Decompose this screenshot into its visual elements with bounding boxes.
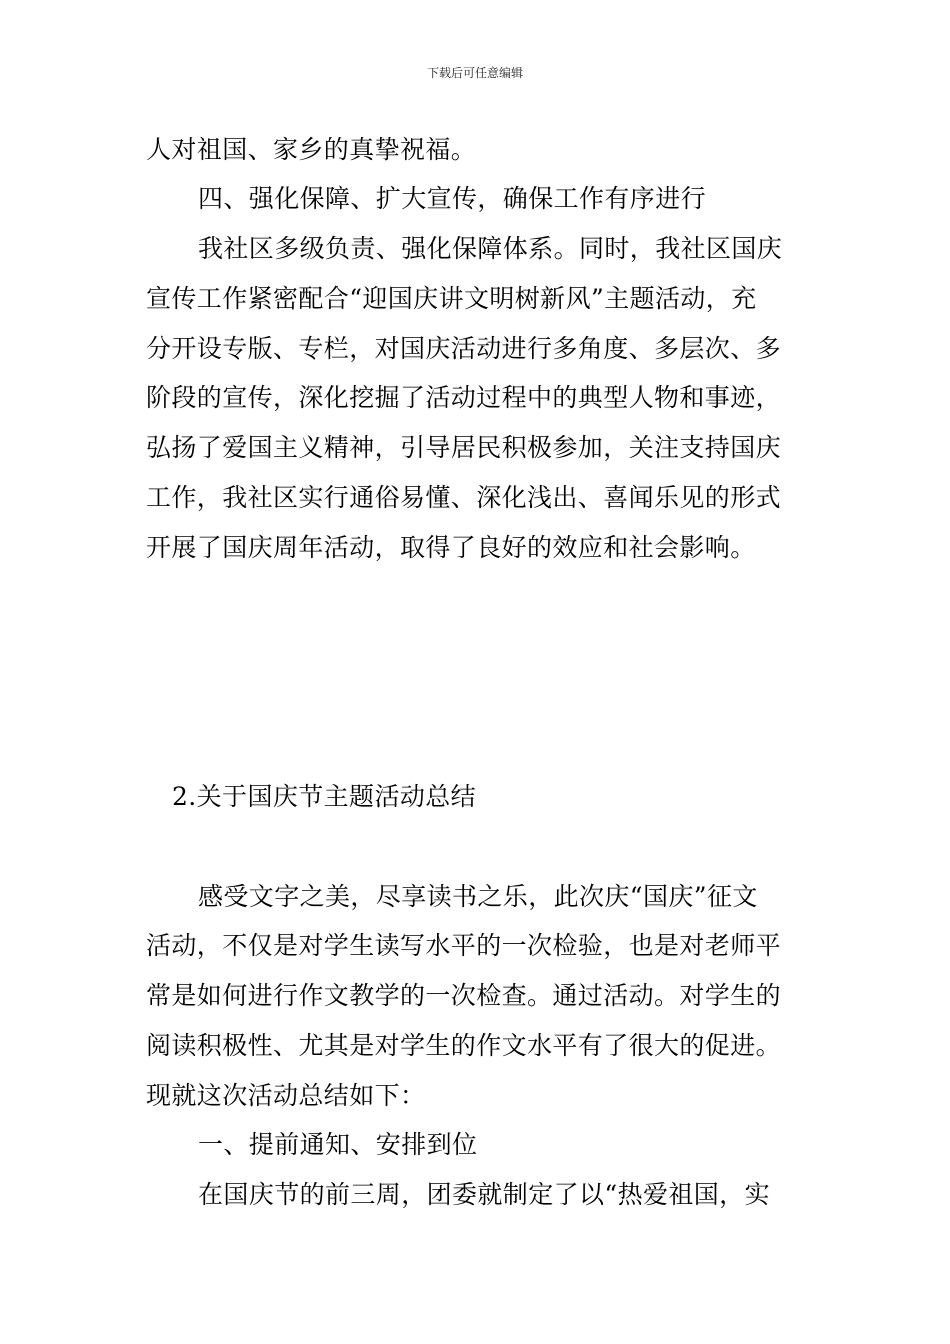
paragraph-line: 常是如何进行作文教学的一次检查。通过活动。对学生的 [146, 981, 782, 1010]
paragraph-line: 分开设专版、专栏，对国庆活动进行多角度、多层次、多 [146, 334, 782, 363]
paragraph-line: 活动，不仅是对学生读写水平的一次检验，也是对老师平 [146, 931, 782, 960]
section-title: 2.关于国庆节主题活动总结 [172, 782, 477, 811]
header-note: 下载后可任意编辑 [426, 66, 523, 80]
paragraph-line: 我社区多级负责、强化保障体系。同时，我社区国庆 [198, 234, 783, 263]
paragraph-line: 人对祖国、家乡的真挚祝福。 [146, 135, 477, 164]
paragraph-line: 弘扬了爱国主义精神，引导居民积极参加，关注支持国庆 [146, 433, 782, 462]
paragraph-line: 在国庆节的前三周，团委就制定了以“热爱祖国，实 [198, 1180, 770, 1209]
paragraph-line: 宣传工作紧密配合“迎国庆讲文明树新风”主题活动，充 [146, 284, 757, 313]
paragraph-line: 开展了国庆周年活动，取得了良好的效应和社会影响。 [146, 533, 756, 562]
section-heading: 一、提前通知、安排到位 [198, 1130, 478, 1159]
paragraph-line: 阶段的宣传，深化挖掘了活动过程中的典型人物和事迹， [146, 383, 782, 412]
section-heading: 四、强化保障、扩大宣传，确保工作有序进行 [198, 184, 707, 213]
paragraph-line: 阅读积极性、尤其是对学生的作文水平有了很大的促进。 [146, 1031, 782, 1060]
paragraph-line: 工作，我社区实行通俗易懂、深化浅出、喜闻乐见的形式 [146, 483, 782, 512]
paragraph-line: 感受文字之美，尽享读书之乐，此次庆“国庆”征文 [198, 882, 758, 911]
paragraph-line: 现就这次活动总结如下： [146, 1081, 426, 1110]
